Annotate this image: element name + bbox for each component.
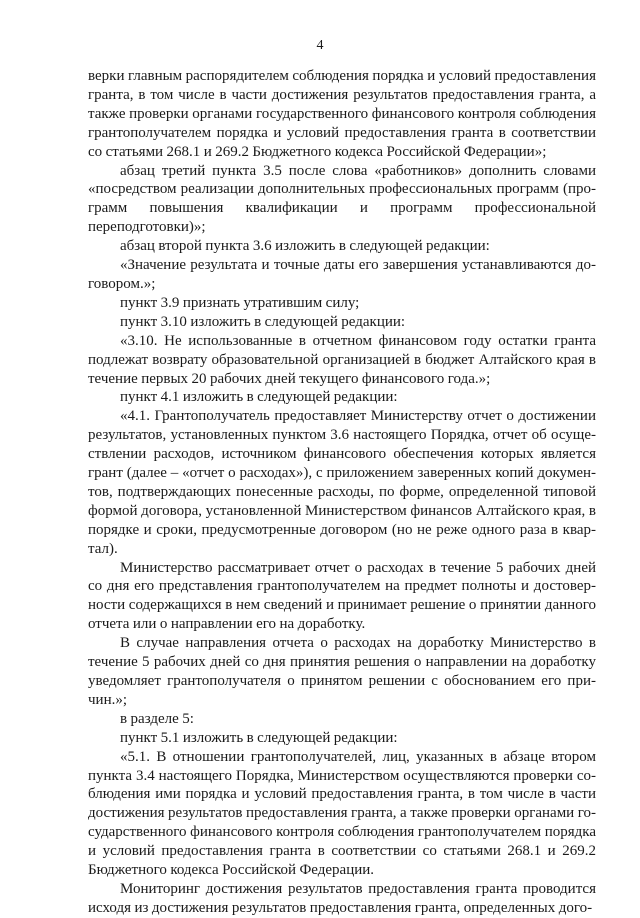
page-number: 4 bbox=[316, 38, 324, 53]
paragraph: абзац второй пункта 3.6 изложить в следующей редакции: bbox=[120, 238, 490, 255]
paragraph: В случае направления отчета о расходах на доработку Министерство в течение 5 рабочих дней со дня принятия решения о направлении на доработку уведомляет грантополучателя о принятом решении с обоснованием его причин.»; bbox=[88, 635, 596, 708]
document-body bbox=[88, 67, 596, 918]
paragraph: «3.10. Не использованные в отчетном финансовом году остатки гранта подлежат возврату образовательной организацией в бюджет Алтайского края в течение первых 20 рабочих дней текущего финансового года.»; bbox=[88, 332, 596, 387]
paragraph: абзац третий пункта 3.5 после слова «работников» дополнить словами «посредством реализации дополнительных профессиональных программ (программ повышения квалификации и программ профессиональной переподготовки)»; bbox=[88, 162, 596, 236]
paragraph: пункт 5.1 изложить в следующей редакции: bbox=[120, 729, 398, 746]
paragraph: пункт 3.9 признать утратившим силу; bbox=[120, 294, 360, 311]
paragraph: Министерство рассматривает отчет о расходах в течение 5 рабочих дней со дня его представления грантополучателем на предмет полноты и достоверности содержащихся в нем сведений и принимает решение о принятии данного отчета или о направлении его на доработку. bbox=[88, 559, 596, 633]
paragraph: пункт 4.1 изложить в следующей редакции: bbox=[120, 389, 398, 406]
paragraph: «4.1. Грантополучатель предоставляет Министерству отчет о достижении результатов, установленных пунктом 3.6 настоящего Порядка, отчет об осуществлении расходов, источником финансового обеспечения которых является грант (далее – «отчет о расходах»), с приложением заверенных копий документов, подтверждающих понесенные расходы, по форме, определенной типовой формой договора, установленной Министерством финансов Алтайского края, в порядке и сроки, предусмотренные договором (но не реже одного раза в квартал). bbox=[88, 408, 596, 557]
paragraph: Мониторинг достижения результатов предоставления гранта проводится исходя из достижения результатов предоставления гранта, определенных дого- bbox=[88, 880, 596, 916]
paragraph: «5.1. В отношении грантополучателей, лиц, указанных в абзаце втором пункта 3.4 настоящего Порядка, Министерством осуществляются проверки соблюдения ими порядка и условий предоставления гранта, в том числе в части достижения результатов предоставления гранта, а также проверки органами государственного финансового контроля соблюдения грантополучателем порядка и условий предоставления гранта в соответствии со статьями 268.1 и 269.2 Бюджетного кодекса Российской Федерации. bbox=[88, 748, 596, 879]
paragraph-continuation: верки главным распорядителем соблюдения порядка и условий предоставления гранта, в том числе в части достижения результатов предоставления гранта, а также проверки органами государственного финансового контроля соблюдения грантополучателем порядка и условий предоставления гранта в соответствии со статьями 268.1 и 269.2 Бюджетного кодекса Российской Федерации»; bbox=[88, 68, 596, 160]
paragraph: «Значение результата и точные даты его завершения устанавливаются договором.»; bbox=[88, 257, 596, 292]
paragraph: в разделе 5: bbox=[120, 710, 194, 727]
paragraph: пункт 3.10 изложить в следующей редакции: bbox=[120, 313, 406, 330]
